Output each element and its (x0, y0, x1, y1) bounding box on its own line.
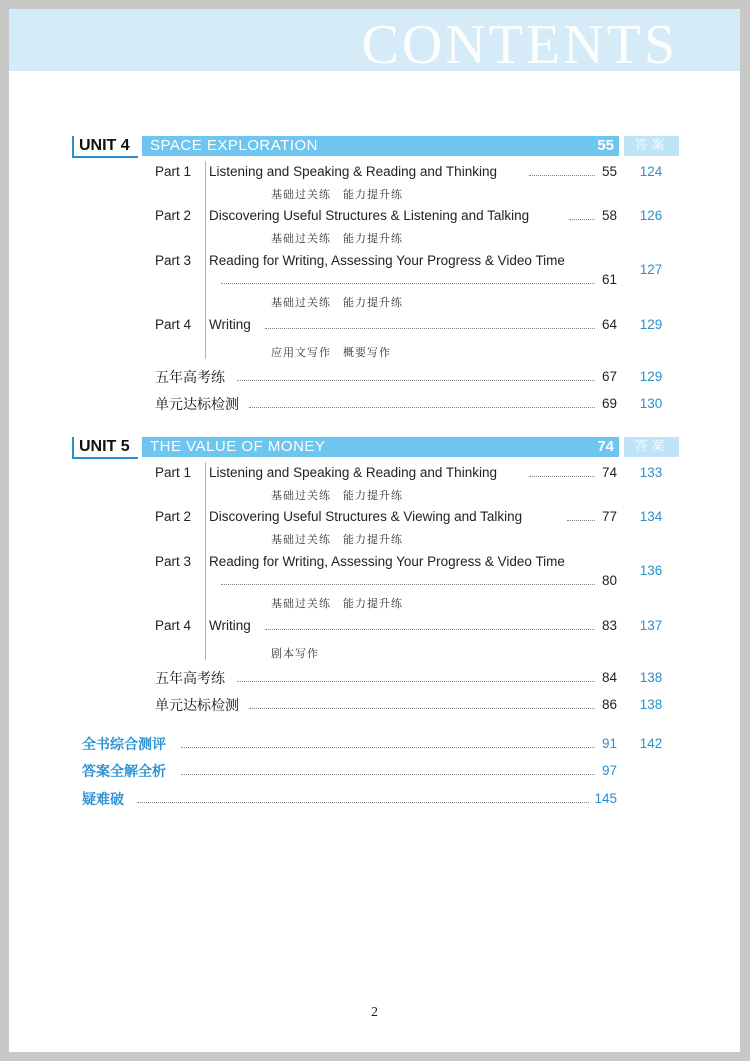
page-number: 91 (601, 736, 617, 751)
page-number: 74 (601, 465, 617, 480)
part-label: Part 1 (155, 164, 192, 179)
section-title: 单元达标检测 (155, 396, 239, 412)
part-label: Part 3 (155, 554, 192, 569)
leader-dots (137, 802, 589, 803)
page-number: 55 (601, 164, 617, 179)
page-number: 80 (601, 573, 617, 588)
unit-page: 74 (597, 438, 614, 455)
answer-page: 137 (639, 618, 663, 633)
page-number: 69 (601, 396, 617, 411)
toc-entry-u4-p1[interactable] (9, 163, 740, 181)
section-title: 单元达标检测 (155, 697, 239, 713)
part-subsections: 基础过关练 能力提升练 (271, 188, 403, 201)
answer-page: 142 (639, 736, 663, 751)
toc-entry-u5-p3[interactable] (9, 553, 740, 578)
toc-entry-u5-exam[interactable] (9, 669, 740, 687)
unit-label: UNIT 5 (72, 437, 138, 459)
answer-page: 129 (639, 369, 663, 384)
page-number: 77 (601, 509, 617, 524)
section-title: 答案全解全析 (82, 763, 166, 779)
page-number: 64 (601, 317, 617, 332)
part-label: Part 1 (155, 465, 192, 480)
toc-entry-u5-test[interactable] (9, 696, 740, 714)
leader-dots (265, 629, 595, 630)
unit-label: UNIT 4 (72, 136, 138, 158)
answer-page: 136 (639, 563, 663, 578)
contents-banner (9, 9, 740, 71)
page-number: 83 (601, 618, 617, 633)
page-number: 97 (601, 763, 617, 778)
toc-entry-difficulty-breakthrough[interactable] (9, 790, 740, 808)
leader-dots (249, 407, 595, 408)
part-subsections: 剧本写作 (271, 647, 319, 660)
toc-page (9, 9, 740, 1052)
toc-entry-u5-p3-cont (9, 572, 740, 590)
part-title: Reading for Writing, Assessing Your Progress & Video Time (209, 253, 565, 268)
leader-dots (529, 175, 595, 176)
answer-page: 129 (639, 317, 663, 332)
toc-entry-u4-p3[interactable] (9, 252, 740, 277)
part-subsections: 应用文写作 概要写作 (271, 346, 391, 359)
leader-dots (221, 584, 595, 585)
section-title: 五年高考练 (155, 670, 225, 686)
unit-5-header[interactable] (72, 437, 690, 459)
part-label: Part 2 (155, 208, 192, 223)
unit-title: THE VALUE OF MONEY (150, 438, 326, 455)
part-title: Writing (209, 618, 251, 633)
toc-entry-u5-p1[interactable] (9, 464, 740, 482)
page-footer-number: 2 (371, 1005, 378, 1020)
part-subsections: 基础过关练 能力提升练 (271, 232, 403, 245)
page-number: 58 (601, 208, 617, 223)
leader-dots (249, 708, 595, 709)
answer-page: 134 (639, 509, 663, 524)
toc-entry-u4-p3-cont (9, 271, 740, 289)
answer-page: 133 (639, 465, 663, 480)
unit-page: 55 (597, 137, 614, 154)
answer-page: 138 (639, 697, 663, 712)
page-number: 145 (594, 791, 617, 806)
leader-dots (529, 476, 595, 477)
answer-label: 答案 (624, 136, 679, 156)
toc-entry-u5-p4[interactable] (9, 617, 740, 635)
part-subsections: 基础过关练 能力提升练 (271, 296, 403, 309)
section-title: 全书综合测评 (82, 736, 166, 752)
unit-title-bar (142, 437, 619, 457)
answer-page: 126 (639, 208, 663, 223)
leader-dots (181, 747, 595, 748)
toc-entry-u5-p2[interactable] (9, 508, 740, 526)
part-label: Part 3 (155, 253, 192, 268)
unit-title: SPACE EXPLORATION (150, 137, 318, 154)
part-subsections: 基础过关练 能力提升练 (271, 489, 403, 502)
toc-entry-answer-key[interactable] (9, 762, 740, 780)
part-title: Discovering Useful Structures & Viewing and Talking (209, 509, 523, 524)
part-title: Listening and Speaking & Reading and Thinking (209, 164, 497, 179)
part-label: Part 4 (155, 618, 192, 633)
toc-entry-u4-p4[interactable] (9, 316, 740, 334)
leader-dots (221, 283, 595, 284)
leader-dots (237, 380, 595, 381)
toc-entry-u4-p2[interactable] (9, 207, 740, 225)
part-title: Listening and Speaking & Reading and Thinking (209, 465, 497, 480)
leader-dots (265, 328, 595, 329)
part-title: Writing (209, 317, 251, 332)
banner-title: CONTENTS (361, 14, 678, 71)
page-number: 86 (601, 697, 617, 712)
part-subsections: 基础过关练 能力提升练 (271, 533, 403, 546)
answer-page: 138 (639, 670, 663, 685)
page-number: 61 (601, 272, 617, 287)
unit-title-bar (142, 136, 619, 156)
leader-dots (237, 681, 595, 682)
part-subsections: 基础过关练 能力提升练 (271, 597, 403, 610)
answer-label: 答案 (624, 437, 679, 457)
section-title: 疑难破 (82, 791, 124, 807)
answer-page: 124 (639, 164, 663, 179)
unit-4-header[interactable] (72, 136, 690, 158)
part-title: Reading for Writing, Assessing Your Progress & Video Time (209, 554, 565, 569)
leader-dots (181, 774, 595, 775)
part-label: Part 4 (155, 317, 192, 332)
toc-entry-u4-exam[interactable] (9, 368, 740, 386)
toc-entry-u4-test[interactable] (9, 395, 740, 413)
answer-page: 127 (639, 262, 663, 277)
toc-entry-comprehensive-test[interactable] (9, 735, 740, 753)
page-number: 67 (601, 369, 617, 384)
answer-page: 130 (639, 396, 663, 411)
section-title: 五年高考练 (155, 369, 225, 385)
page-number: 84 (601, 670, 617, 685)
part-title: Discovering Useful Structures & Listening and Talking (209, 208, 530, 223)
part-label: Part 2 (155, 509, 192, 524)
